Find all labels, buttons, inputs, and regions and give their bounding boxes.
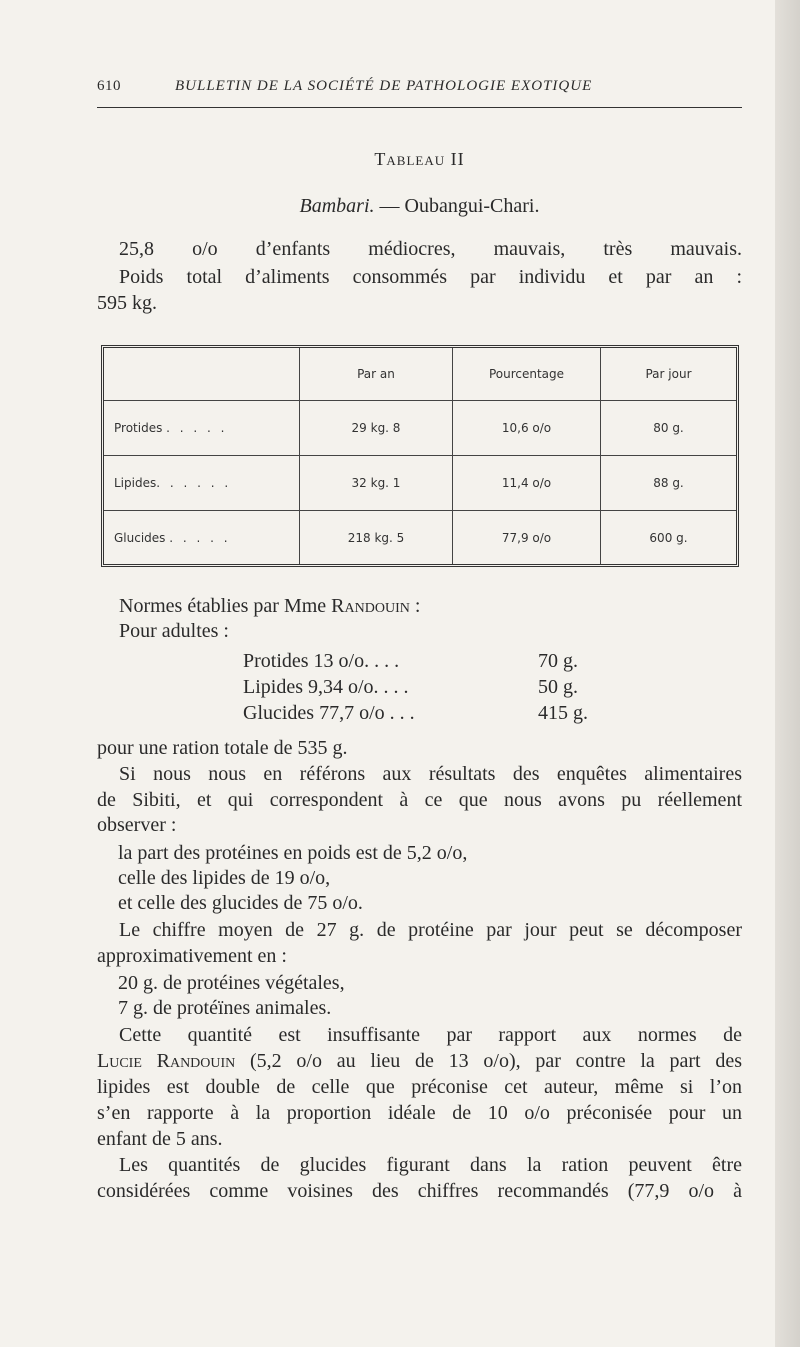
table-header-empty <box>104 348 300 401</box>
norm-value: 415 g. <box>538 702 588 724</box>
table-header-par-jour: Par jour <box>601 348 737 401</box>
cell-pourcentage: 77,9 o/o <box>453 511 601 564</box>
row-label: Lipides. . . . . . <box>104 456 300 511</box>
paragraph-line: Les quantités de glucides figurant dans la ration peuvent être <box>119 1154 742 1176</box>
header-rule <box>97 107 742 108</box>
norm-label: Protides 13 o/o. . . . <box>243 650 400 672</box>
paragraph-line: enfant de 5 ans. <box>97 1128 223 1150</box>
list-item: la part des protéines en poids est de 5,2 o/o, <box>118 842 468 864</box>
paragraph-line: observer : <box>97 814 177 836</box>
paragraph-line: Si nous nous en référons aux résultats des enquêtes alimentaires <box>119 763 742 785</box>
paragraph-line: Le chiffre moyen de 27 g. de protéine par jour peut se décomposer <box>119 919 742 941</box>
norms-total: pour une ration totale de 535 g. <box>97 737 348 759</box>
table-header-pourcentage: Pourcentage <box>453 348 601 401</box>
table-title-word: Tableau <box>374 149 446 169</box>
table-location <box>97 195 742 218</box>
table-location-place: Bambari. <box>299 195 375 217</box>
norm-value: 50 g. <box>538 676 578 698</box>
list-item: 20 g. de protéines végétales, <box>118 972 345 994</box>
cell-par-jour: 80 g. <box>601 401 737 456</box>
cell-par-an: 29 kg. 8 <box>300 401 453 456</box>
paragraph-line: lipides est double de celle que préconise cet auteur, même si l’on <box>97 1076 742 1098</box>
row-label: Protides . . . . . <box>104 401 300 456</box>
running-head <box>97 78 742 102</box>
list-item: celle des lipides de 19 o/o, <box>118 867 331 889</box>
norms-heading: Normes établies par Mme Randouin : <box>119 595 421 617</box>
nutrition-table <box>101 345 739 567</box>
paragraph-line: Cette quantité est insuffisante par rapport aux normes de <box>119 1024 742 1046</box>
norm-value: 70 g. <box>538 650 578 672</box>
author-name: Randouin <box>331 595 410 617</box>
table-row <box>104 456 736 511</box>
paragraph-line: s’en rapporte à la proportion idéale de 10 o/o préconisée pour un <box>97 1102 742 1124</box>
journal-title: BULLETIN DE LA SOCIÉTÉ DE PATHOLOGIE EXOTIQUE <box>175 78 593 94</box>
paragraph-line: considérées comme voisines des chiffres recommandés (77,9 o/o à <box>97 1180 742 1202</box>
row-label: Glucides . . . . . <box>114 530 231 545</box>
author-name: Lucie Randouin <box>97 1050 236 1072</box>
list-item: 7 g. de protéïnes animales. <box>118 997 332 1019</box>
table-location-rest: — Oubangui-Chari. <box>374 195 540 217</box>
table-row <box>104 401 736 456</box>
table-title <box>97 149 742 170</box>
table-header-row <box>104 348 736 401</box>
paragraph-line: approximativement en : <box>97 945 287 967</box>
table-title-number: II <box>450 149 465 169</box>
cell-pourcentage: 11,4 o/o <box>453 456 601 511</box>
cell-pourcentage: 10,6 o/o <box>453 401 601 456</box>
intro-line-1: 25,8 o/o d’enfants médiocres, mauvais, très mauvais. <box>119 238 742 260</box>
cell-par-an: 218 kg. 5 <box>300 511 453 564</box>
page-edge <box>775 0 800 1347</box>
cell-par-jour: 600 g. <box>601 511 737 564</box>
norm-label: Glucides 77,7 o/o . . . <box>243 702 415 724</box>
page-number: 610 <box>97 78 121 94</box>
norms-subheading: Pour adultes : <box>119 620 229 642</box>
paragraph-line: de Sibiti, et qui correspondent à ce que nous avons pu réellement <box>97 789 742 811</box>
paragraph-line: Lucie Randouin (5,2 o/o au lieu de 13 o/o), par contre la part des <box>97 1050 742 1072</box>
intro-line-2: Poids total d’aliments consommés par individu et par an : <box>119 266 742 288</box>
norm-item <box>243 700 643 726</box>
norm-item <box>243 648 643 674</box>
table-header-par-an: Par an <box>300 348 453 401</box>
list-item: et celle des glucides de 75 o/o. <box>118 892 363 914</box>
norm-item <box>243 674 643 700</box>
cell-par-an: 32 kg. 1 <box>300 456 453 511</box>
norm-label: Lipides 9,34 o/o. . . . <box>243 676 409 698</box>
intro-line-3: 595 kg. <box>97 292 157 314</box>
norms-list <box>243 648 643 726</box>
table-row <box>104 511 736 564</box>
cell-par-jour: 88 g. <box>601 456 737 511</box>
